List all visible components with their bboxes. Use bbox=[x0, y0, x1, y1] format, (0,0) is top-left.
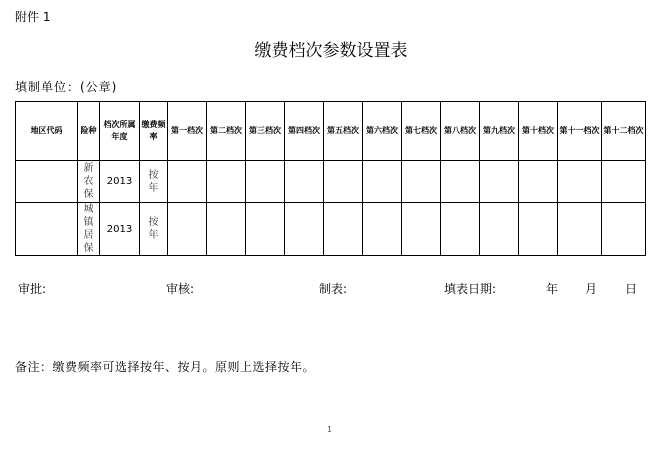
header-cell-grade-10: 第十档次 bbox=[519, 102, 558, 161]
header-cell-insurance-type: 险种 bbox=[78, 102, 100, 161]
header-cell-grade-9: 第九档次 bbox=[480, 102, 519, 161]
grade-cell bbox=[480, 161, 519, 203]
annex-label: 附件 1 bbox=[15, 10, 51, 24]
header-cell-frequency: 缴费频率 bbox=[140, 102, 168, 161]
year-label: 年 bbox=[546, 282, 559, 296]
filling-unit-label: 填制单位：(公章) bbox=[15, 80, 118, 94]
grade-cell bbox=[168, 161, 207, 203]
grade-cell bbox=[402, 161, 441, 203]
year-cell: 2013 bbox=[100, 203, 140, 256]
year-cell: 2013 bbox=[100, 161, 140, 203]
table-header-row bbox=[16, 102, 646, 161]
grade-cell bbox=[602, 161, 646, 203]
grade-cell bbox=[519, 203, 558, 256]
grade-cell bbox=[402, 203, 441, 256]
header-cell-grade-8: 第八档次 bbox=[441, 102, 480, 161]
grade-cell bbox=[324, 203, 363, 256]
header-cell-grade-3: 第三档次 bbox=[246, 102, 285, 161]
region-code-cell bbox=[16, 203, 78, 256]
header-cell-grade-1: 第一档次 bbox=[168, 102, 207, 161]
header-cell-grade-11: 第十一档次 bbox=[558, 102, 602, 161]
frequency-text: 按年 bbox=[148, 217, 159, 241]
grade-cell bbox=[441, 161, 480, 203]
contribution-grade-table bbox=[15, 101, 646, 256]
grade-cell bbox=[558, 161, 602, 203]
frequency-cell bbox=[140, 161, 168, 203]
region-code-cell bbox=[16, 161, 78, 203]
insurance-type-cell bbox=[78, 161, 100, 203]
header-cell-grade-2: 第二档次 bbox=[207, 102, 246, 161]
fill-date-label: 填表日期: bbox=[444, 282, 497, 296]
header-cell-grade-6: 第六档次 bbox=[363, 102, 402, 161]
header-cell-grade-4: 第四档次 bbox=[285, 102, 324, 161]
frequency-cell bbox=[140, 203, 168, 256]
header-cell-grade-12: 第十二档次 bbox=[602, 102, 646, 161]
header-cell-grade-7: 第七档次 bbox=[402, 102, 441, 161]
insurance-type-cell bbox=[78, 203, 100, 256]
page-marker: 1 bbox=[327, 425, 333, 434]
grade-cell bbox=[558, 203, 602, 256]
grade-cell bbox=[480, 203, 519, 256]
grade-cell bbox=[363, 161, 402, 203]
grade-cell bbox=[285, 161, 324, 203]
page-title: 缴费档次参数设置表 bbox=[254, 41, 408, 61]
table-row bbox=[16, 161, 646, 203]
day-label: 日 bbox=[625, 282, 638, 296]
insurance-type-text: 新农保 bbox=[83, 163, 94, 200]
review-label: 审核: bbox=[166, 282, 195, 296]
month-label: 月 bbox=[585, 282, 598, 296]
grade-cell bbox=[324, 161, 363, 203]
grade-cell bbox=[168, 203, 207, 256]
grade-cell bbox=[207, 203, 246, 256]
prepare-label: 制表: bbox=[319, 282, 348, 296]
grade-cell bbox=[363, 203, 402, 256]
grade-cell bbox=[246, 203, 285, 256]
grade-cell bbox=[441, 203, 480, 256]
header-cell-year: 档次所属年度 bbox=[100, 102, 140, 161]
grade-cell bbox=[519, 161, 558, 203]
frequency-text: 按年 bbox=[148, 169, 159, 194]
grade-cell bbox=[285, 203, 324, 256]
grade-cell bbox=[602, 203, 646, 256]
approve-label: 审批: bbox=[18, 282, 47, 296]
header-cell-grade-5: 第五档次 bbox=[324, 102, 363, 161]
grade-cell bbox=[207, 161, 246, 203]
table-row bbox=[16, 203, 646, 256]
insurance-type-text: 城镇居保 bbox=[83, 204, 94, 254]
grade-cell bbox=[246, 161, 285, 203]
header-cell-region-code: 地区代码 bbox=[16, 102, 78, 161]
remark-note: 备注：缴费频率可选择按年、按月。原则上选择按年。 bbox=[15, 360, 316, 374]
